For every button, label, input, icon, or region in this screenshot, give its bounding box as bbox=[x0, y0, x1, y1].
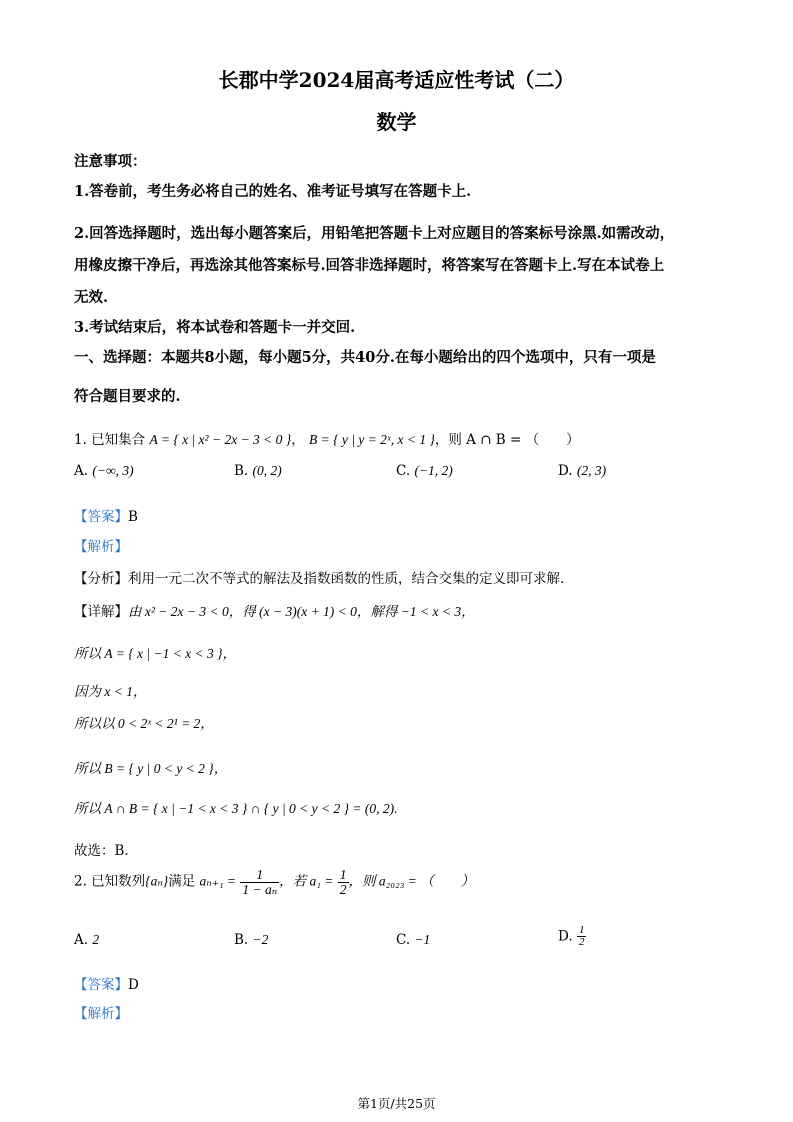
q1-answer: 【答案】B bbox=[74, 509, 138, 525]
notice-item-2-line-3: 无效. bbox=[74, 289, 109, 306]
set-a: A = { x | x² − 2x − 3 < 0 } bbox=[149, 432, 292, 447]
q1-option-b: B. (0, 2) bbox=[234, 463, 282, 479]
question-1-suffix: ，则 A ∩ B = （ ） bbox=[434, 432, 580, 448]
q2-option-c: C. −1 bbox=[396, 932, 431, 948]
set-b: B = { y | y = 2ˣ, x < 1 } bbox=[309, 432, 435, 447]
question-2-stem: 2. 已知数列{aₙ}满足 aₙ₊₁ = $\frac{1}{\text{1 − aₙ}}$ ，若 a₁ = $\frac{1}{2}$ ，则 a₂₀₂₃ = （ ） bbox=[74, 867, 475, 897]
q1-answer-value: B bbox=[128, 509, 138, 525]
q1-step-5: 所以 A ∩ B = { x | −1 < x < 3 } ∩ { y | 0 < y < 2 } = (0, 2). bbox=[74, 801, 398, 816]
exam-subject: 数学 bbox=[376, 110, 417, 134]
exam-title: 长郡中学2024届高考适应性考试（二） bbox=[218, 68, 575, 92]
notice-item-2-line-2: 用橡皮擦干净后，再选涂其他答案标号.回答非选择题时，将答案写在答题卡上.写在本试卷上 bbox=[74, 257, 665, 274]
initial-term-fraction: $\frac{1}{2}$ bbox=[339, 867, 347, 897]
q1-detail: 【详解】由 x² − 2x − 3 < 0，得 (x − 3)(x + 1) < 0，解得 −1 < x < 3， bbox=[74, 604, 475, 620]
notice-item-3: 3.考试结束后，将本试卷和答题卡一并交回. bbox=[74, 319, 356, 336]
q2-option-b: B. −2 bbox=[234, 932, 269, 948]
question-1-stem: 1. 已知集合 A = { x | x² − 2x − 3 < 0 }， B = { y | y = 2ˣ, x < 1 }，则 A ∩ B = （ ） bbox=[74, 432, 580, 448]
q1-step-3: 所以以 0 < 2ˣ < 2¹ = 2， bbox=[74, 716, 214, 731]
q1-fenxi: 【分析】利用一元二次不等式的解法及指数函数的性质，结合交集的定义即可求解. bbox=[74, 571, 565, 587]
q2-answer: 【答案】D bbox=[74, 977, 139, 993]
q2-analysis-tag: 【解析】 bbox=[74, 1006, 128, 1022]
page-number: 第1页/共25页 bbox=[357, 1096, 436, 1111]
q1-conclusion: 故选：B. bbox=[74, 843, 129, 859]
q1-option-a: A. (−∞, 3) bbox=[74, 463, 134, 479]
q1-option-d: D. (2, 3) bbox=[558, 463, 607, 479]
sequence-name: {aₙ} bbox=[145, 873, 169, 889]
question-1-prefix: 1. 已知集合 bbox=[74, 432, 146, 448]
q2-answer-value: D bbox=[128, 977, 139, 993]
q1-analysis-tag: 【解析】 bbox=[74, 539, 128, 555]
notice-item-1: 1.答卷前，考生务必将自己的姓名、准考证号填写在答题卡上. bbox=[74, 183, 472, 200]
q1-step-2: 因为 x < 1， bbox=[74, 684, 147, 699]
q2-option-a: A. 2 bbox=[74, 932, 100, 948]
q1-step-1: 所以 A = { x | −1 < x < 3 }， bbox=[74, 646, 237, 661]
section-heading-line-1: 一、选择题：本题共8小题，每小题5分，共40分.在每小题给出的四个选项中，只有一项是 bbox=[74, 349, 656, 366]
notice-item-2-line-1: 2.回答选择题时，选出每小题答案后，用铅笔把答题卡上对应题目的答案标号涂黑.如需改动， bbox=[74, 225, 675, 242]
recurrence-fraction: $\frac{1}{\text{1 − aₙ}}$ bbox=[242, 867, 278, 897]
q1-option-c: C. (−1, 2) bbox=[396, 463, 453, 479]
q1-step-4: 所以 B = { y | 0 < y < 2 }， bbox=[74, 761, 228, 776]
section-heading-line-2: 符合题目要求的. bbox=[74, 388, 181, 405]
notice-heading: 注意事项： bbox=[74, 153, 147, 170]
q2-option-d: D. $\frac{1}{2}$ bbox=[558, 924, 585, 948]
